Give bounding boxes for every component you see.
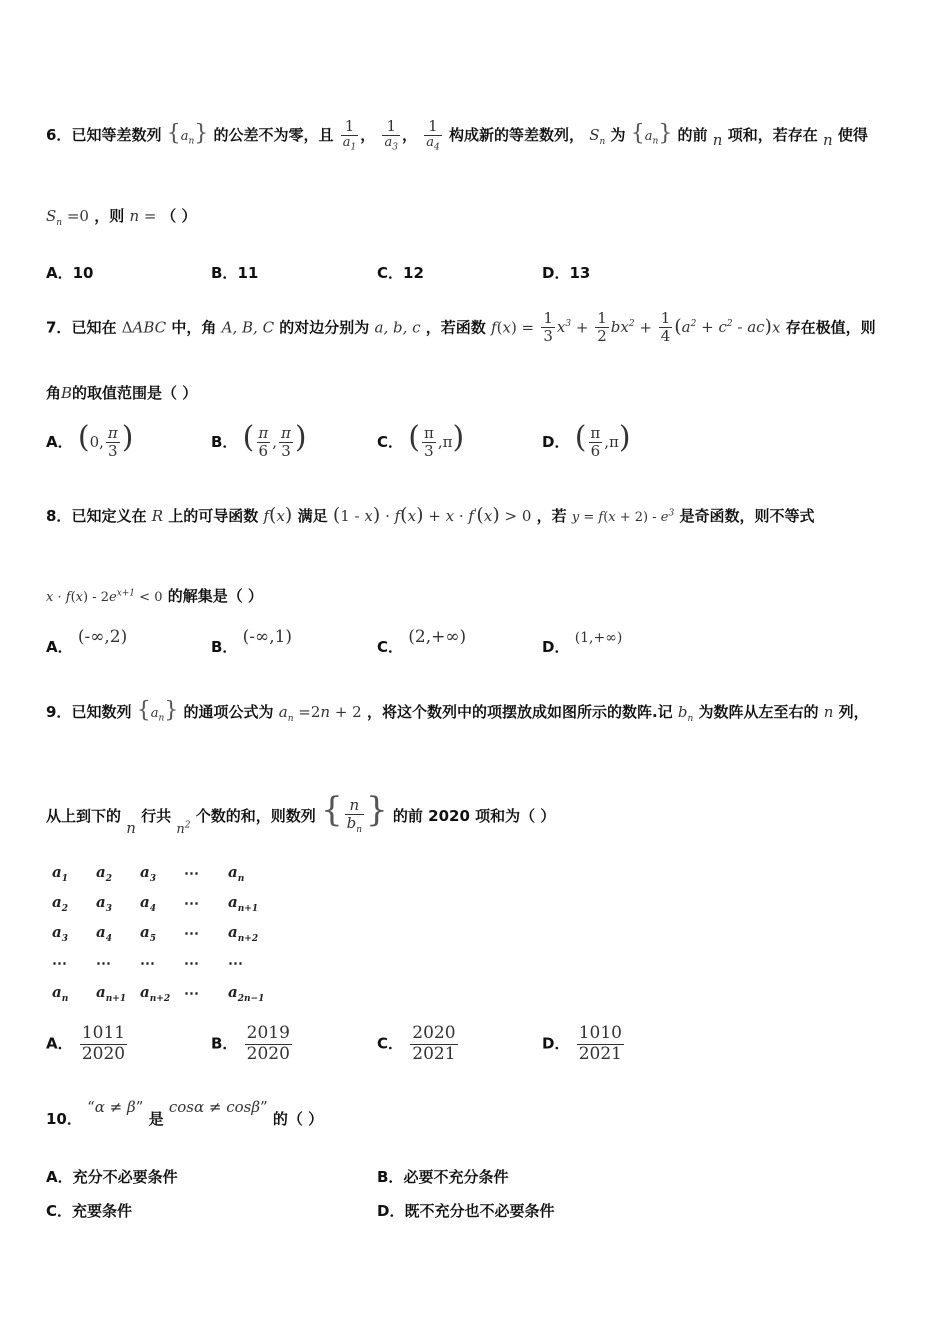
option-7c[interactable]: C． ( $\frac{\pi}{3}$ ,π): [377, 420, 465, 460]
question-number: 7．: [46, 318, 72, 337]
number-array: [52, 858, 272, 1008]
question-number: 9．: [46, 703, 72, 721]
question-10-line-1: 10． “α ≠ β” 是 cosα ≠ cosβ” 的（ ）: [46, 1098, 324, 1128]
option-10d[interactable]: D．既不充分也不必要条件: [377, 1202, 555, 1220]
question-number: 8．: [46, 507, 72, 525]
option-9d[interactable]: D． $\frac{1010}{2021}$: [542, 1023, 622, 1064]
array-row: $a_1$ $a_2$ $a_3$ ⋯ $a_n$: [52, 862, 245, 884]
option-10c[interactable]: C．充要条件: [46, 1202, 133, 1220]
option-9b[interactable]: B． $\frac{2019}{2020}$: [211, 1023, 290, 1064]
option-8b[interactable]: B． (-∞,1): [211, 627, 293, 656]
question-number: 6．: [46, 126, 72, 145]
question-8-line-2: $x \cdot f(x) - 2e^{x+1} < 0$ 的解集是（ ）: [46, 587, 263, 605]
option-9c[interactable]: C． $\frac{2020}{2021}$: [377, 1023, 456, 1064]
question-6-line-1: 6．已知等差数列 $\{a_n\}$ 的公差不为零，且 $\frac{1}{a_1}$ ， $\frac{1}{a_3}$ ， $\frac{1}{a_4}$ 构成新的等差数列， $S_n$ 为 $\{a_n\}$ 的前 n 项和，若存在 n 使得: [46, 117, 868, 153]
option-10a[interactable]: A．充分不必要条件: [46, 1168, 178, 1186]
question-6-line-2: $S_n =0$ ，则 n = （ ）: [46, 207, 197, 228]
question-9-line-1: 9．已知数列 $\{a_n\}$ 的通项公式为 $a_n =2n + 2$ ，将这个数列中的项摆放成如图所示的数阵.记 $b_n$ 为数阵从左至右的 n 列，: [46, 698, 869, 724]
question-7-line-2: 角B的取值范围是（ ）: [46, 384, 198, 402]
option-8a[interactable]: A． (-∞,2): [46, 627, 128, 656]
question-8-line-1: 8．已知定义在 R 上的可导函数 f(x) 满足 (1 - x) · f(x) + x · f'(x) > 0 ，若 $y = f(x + 2) - e^3$ 是奇函数，则不等式: [46, 504, 815, 526]
option-7a[interactable]: A． (0, $\frac{\pi}{3}$ ): [46, 420, 134, 460]
option-8d[interactable]: D． (1,+∞): [542, 630, 623, 656]
option-6a[interactable]: A．10: [46, 264, 94, 282]
option-7d[interactable]: D． ( $\frac{\pi}{6}$ ,π): [542, 420, 631, 460]
option-7b[interactable]: B． ( $\frac{\pi}{6}$ , $\frac{\pi}{3}$ ): [211, 420, 307, 460]
option-6d[interactable]: D．13: [542, 264, 591, 282]
fraction-1-a3: $\frac{1}{a_3}$: [384, 117, 398, 153]
question-9-line-2: 从上到下的 n 行共 $n^2$ 个数的和，则数列 { $\frac{n}{b_n}$ } 的前 2020 项和为（ ）: [46, 790, 556, 837]
array-row: ⋯ ⋯ ⋯ ⋯ ⋯: [52, 954, 243, 972]
option-6b[interactable]: B．11: [211, 264, 259, 282]
fraction-1-a1: $\frac{1}{a_1}$: [342, 117, 357, 153]
question-number: 10．: [46, 1110, 82, 1128]
array-row: $a_2$ $a_3$ $a_4$ ⋯ $a_{n+1}$: [52, 892, 259, 914]
array-row: $a_n$ $a_{n+1}$ $a_{n+2}$ ⋯ $a_{2n-1}$: [52, 982, 265, 1004]
question-7-line-1: 7．已知在 ΔABC 中，角 A, B, C 的对边分别为 a, b, c ，若函数 f(x) = $\frac{1}{3}$ $x^3$ + $\frac{1}{2}$ $bx^2$ + $\frac{1}{4}$ $(a^2 + c^2 - ac)x$ 存在极值，则: [46, 309, 876, 346]
option-10b[interactable]: B．必要不充分条件: [377, 1168, 509, 1186]
option-8c[interactable]: C． (2,+∞): [377, 627, 467, 656]
fraction-1-a4: $\frac{1}{a_4}$: [426, 117, 440, 153]
array-row: $a_3$ $a_4$ $a_5$ ⋯ $a_{n+2}$: [52, 922, 259, 944]
option-9a[interactable]: A． $\frac{1011}{2020}$: [46, 1023, 126, 1064]
option-6c[interactable]: C．12: [377, 264, 424, 282]
